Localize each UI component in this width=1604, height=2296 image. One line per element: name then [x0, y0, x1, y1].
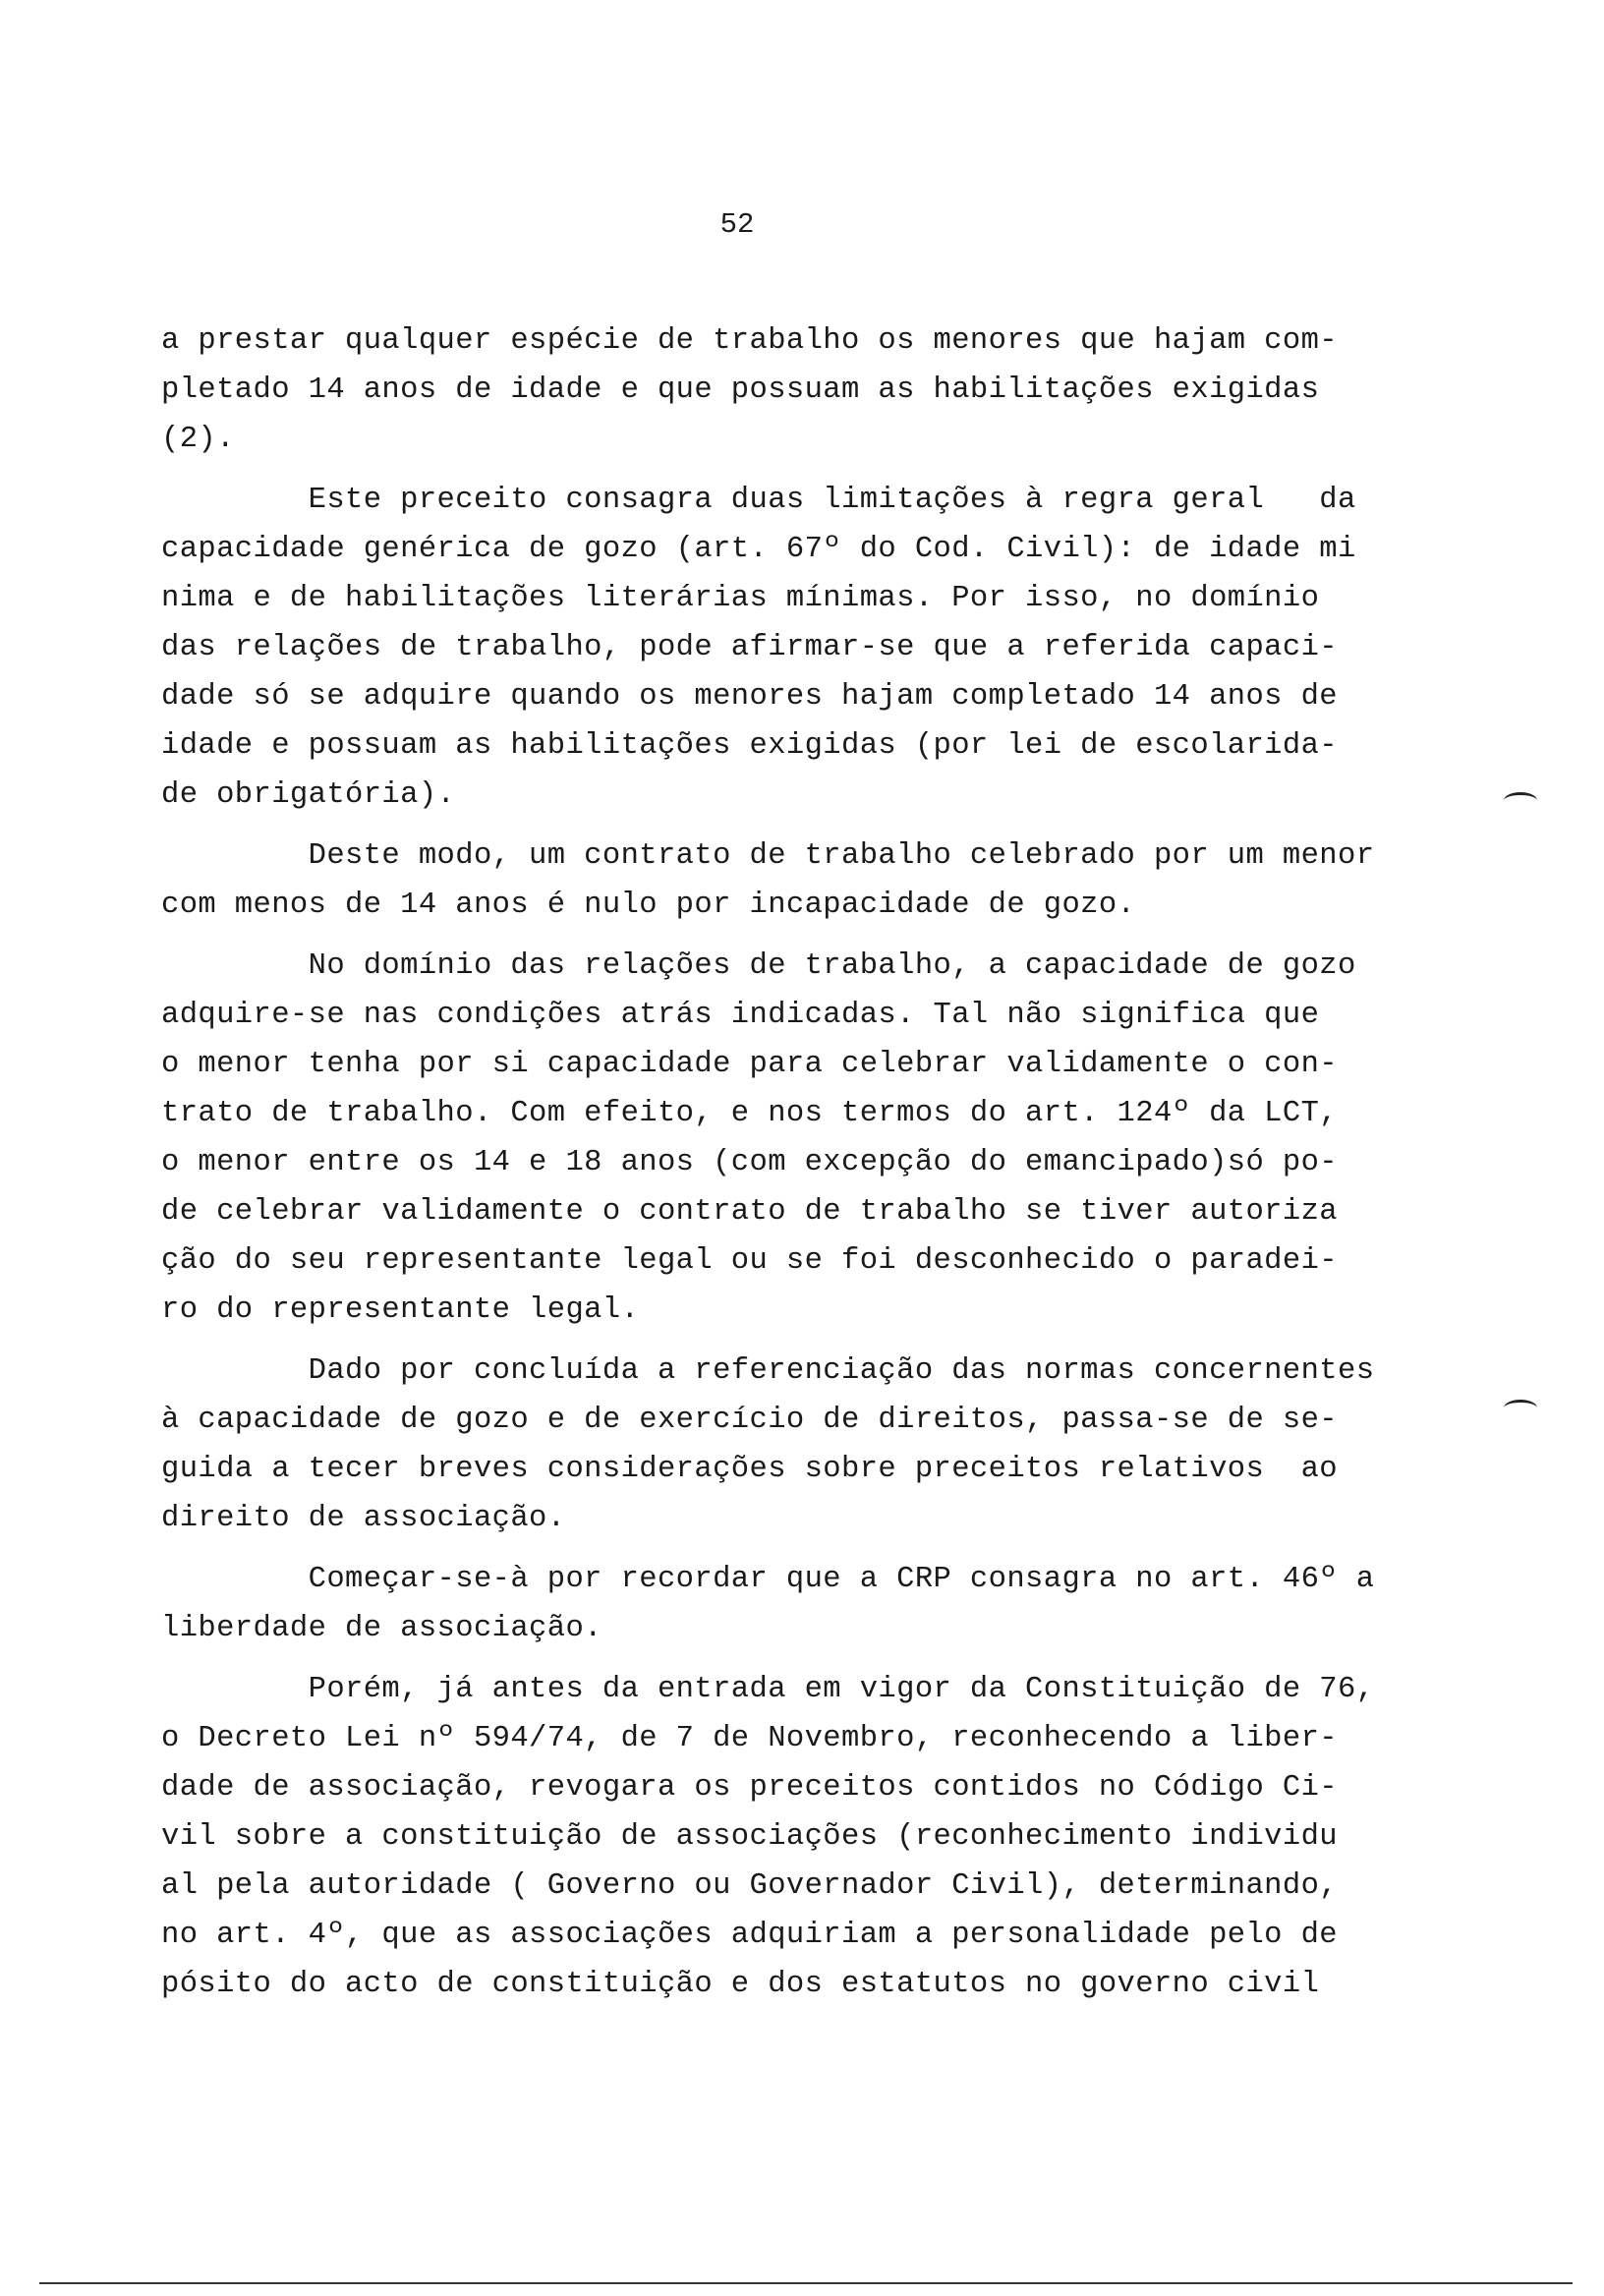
text-line: Este preceito consagra duas limitações à regra geral da — [161, 484, 1356, 517]
paragraph — [161, 1347, 1439, 1543]
text-line: de obrigatória). — [161, 778, 456, 812]
text-line: vil sobre a constituição de associações (reconhecimento individu — [161, 1820, 1338, 1854]
paragraph — [161, 1665, 1439, 2009]
text-line: No domínio das relações de trabalho, a capacidade de gozo — [161, 949, 1356, 983]
paragraph — [161, 1555, 1439, 1653]
text-line: das relações de trabalho, pode afirmar-se que a referida capaci- — [161, 631, 1338, 664]
text-line: nima e de habilitações literárias mínimas. Por isso, no domínio — [161, 582, 1320, 615]
text-line: o menor entre os 14 e 18 anos (com excepção do emancipado)só po- — [161, 1146, 1338, 1179]
text-line: dade de associação, revogara os preceitos contidos no Código Ci- — [161, 1771, 1338, 1805]
paragraph — [161, 832, 1439, 930]
text-line: ção do seu representante legal ou se foi desconhecido o paradei- — [161, 1244, 1338, 1278]
document-body — [161, 316, 1439, 2021]
text-line: pletado 14 anos de idade e que possuam as habilitações exigidas — [161, 373, 1320, 407]
margin-mark — [1504, 792, 1537, 809]
paragraph — [161, 476, 1439, 820]
text-line: dade só se adquire quando os menores hajam completado 14 anos de — [161, 680, 1338, 714]
margin-mark — [1504, 1400, 1537, 1416]
text-line: direito de associação. — [161, 1502, 566, 1535]
footer-rule — [39, 2282, 1573, 2284]
text-line: al pela autoridade ( Governo ou Governador Civil), determinando, — [161, 1869, 1338, 1903]
page-number: 52 — [719, 208, 755, 241]
text-line: Deste modo, um contrato de trabalho celebrado por um menor — [161, 839, 1375, 873]
text-line: o menor tenha por si capacidade para celebrar validamente o con- — [161, 1048, 1338, 1081]
paragraph — [161, 942, 1439, 1335]
text-line: trato de trabalho. Com efeito, e nos termos do art. 124º da LCT, — [161, 1097, 1338, 1130]
text-line: Começar-se-à por recordar que a CRP consagra no art. 46º a — [161, 1563, 1375, 1596]
text-line: Dado por concluída a referenciação das normas concernentes — [161, 1354, 1375, 1388]
text-line: de celebrar validamente o contrato de trabalho se tiver autoriza — [161, 1195, 1338, 1229]
text-line: (2). — [161, 423, 235, 456]
paragraph — [161, 316, 1439, 464]
text-line: liberdade de associação. — [161, 1612, 602, 1645]
text-line: capacidade genérica de gozo (art. 67º do Cod. Civil): de idade mi — [161, 533, 1356, 566]
text-line: no art. 4º, que as associações adquiriam a personalidade pelo de — [161, 1919, 1338, 1952]
text-line: idade e possuam as habilitações exigidas (por lei de escolarida- — [161, 729, 1338, 763]
text-line: adquire-se nas condições atrás indicadas. Tal não significa que — [161, 999, 1320, 1032]
text-line: pósito do acto de constituição e dos estatutos no governo civil — [161, 1968, 1320, 2001]
text-line: o Decreto Lei nº 594/74, de 7 de Novembro, reconhecendo a liber- — [161, 1722, 1338, 1755]
text-line: guida a tecer breves considerações sobre preceitos relativos ao — [161, 1453, 1338, 1486]
text-line: com menos de 14 anos é nulo por incapacidade de gozo. — [161, 889, 1136, 922]
text-line: ro do representante legal. — [161, 1293, 640, 1327]
text-line: Porém, já antes da entrada em vigor da Constituição de 76, — [161, 1673, 1375, 1706]
text-line: à capacidade de gozo e de exercício de direitos, passa-se de se- — [161, 1404, 1338, 1437]
text-line: a prestar qualquer espécie de trabalho os menores que hajam com- — [161, 324, 1338, 358]
